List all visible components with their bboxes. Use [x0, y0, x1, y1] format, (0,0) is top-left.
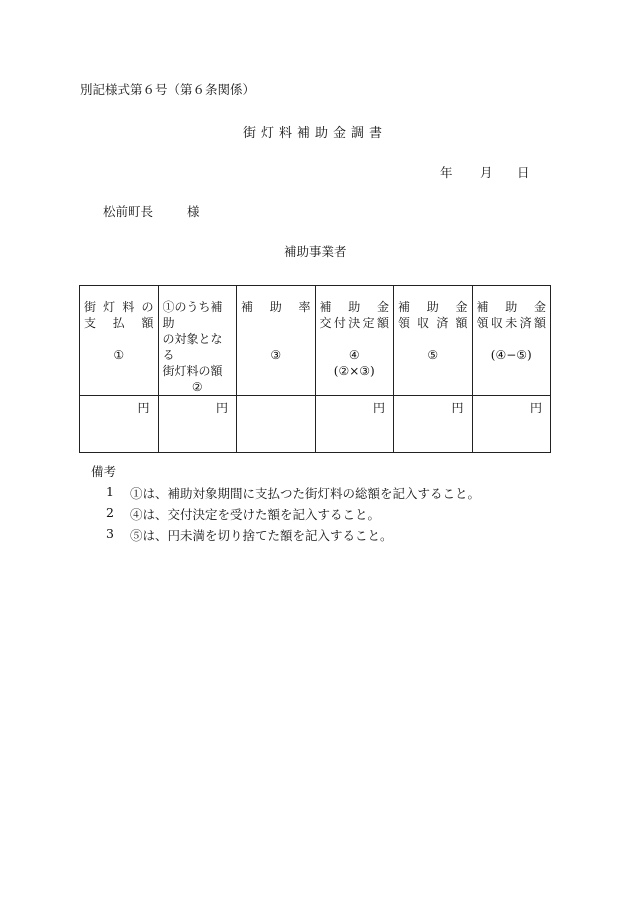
header-line: 補 助 金 [476, 300, 546, 314]
header-line: の対象となる [162, 332, 223, 362]
note-index: 2 [106, 505, 114, 520]
form-number: 別記様式第６号（第６条関係） [80, 82, 256, 97]
column-mark: ③ [270, 348, 282, 362]
header-line: 領 収 未 済 額 [476, 316, 546, 330]
header-line: 補 助 金 [319, 300, 389, 314]
column-mark-formula: (②×③) [333, 364, 375, 378]
note-item [106, 484, 480, 502]
date-month-label: 月 [480, 165, 493, 180]
header-cell-eligible-amount [158, 286, 237, 396]
header-line: ①のうち補助 [162, 300, 223, 330]
note-index: 3 [106, 526, 114, 541]
header-line: 領 収 済 額 [398, 316, 468, 330]
value-cell-subsidy-rate[interactable] [237, 396, 316, 453]
header-line: 街灯料の額 [162, 364, 223, 378]
subsidy-table [79, 285, 551, 453]
unit-label: 円 [372, 401, 385, 415]
unit-label: 円 [529, 401, 542, 415]
note-text: ④は、交付決定を受けた額を記入すること。 [130, 507, 381, 522]
value-cell-unreceived-amount[interactable] [472, 396, 551, 453]
table-row [80, 396, 551, 453]
header-cell-decided-amount [315, 286, 394, 396]
column-mark: ② [191, 380, 203, 394]
header-line: 支 払 額 [84, 316, 154, 330]
date-line [440, 163, 530, 181]
unit-label: 円 [137, 401, 150, 415]
column-mark: ④ [348, 348, 360, 362]
value-cell-eligible-amount[interactable] [158, 396, 237, 453]
header-line: 街 灯 料 の [84, 300, 154, 314]
note-item [106, 526, 393, 544]
header-line: 交 付 決 定 額 [319, 316, 389, 330]
header-cell-unreceived-amount [472, 286, 551, 396]
value-cell-decided-amount[interactable] [315, 396, 394, 453]
addressee-line [103, 202, 200, 220]
value-cell-paid-amount[interactable] [80, 396, 159, 453]
addressee-honorific: 様 [187, 204, 200, 219]
date-day-label: 日 [517, 165, 530, 180]
note-item [106, 505, 380, 523]
table-header-row [80, 286, 551, 396]
applicant-label: 補助事業者 [284, 244, 347, 259]
addressee-name: 松前町長 [103, 204, 154, 219]
document-title: 街灯料補助金調書 [242, 126, 387, 141]
notes-heading: 備考 [91, 464, 117, 479]
header-cell-paid-amount [80, 286, 159, 396]
header-line: 補 助 率 [241, 300, 311, 314]
column-mark: ① [113, 348, 125, 362]
column-mark: ⑤ [427, 348, 439, 362]
column-mark: (④−⑤) [490, 348, 532, 362]
unit-label [237, 396, 315, 399]
header-cell-received-amount [394, 286, 473, 396]
note-index: 1 [106, 484, 114, 499]
date-year-label: 年 [440, 165, 453, 180]
unit-label: 円 [451, 401, 464, 415]
header-line: 補 助 金 [398, 300, 468, 314]
value-cell-received-amount[interactable] [394, 396, 473, 453]
note-text: ⑤は、円未満を切り捨てた額を記入すること。 [130, 528, 393, 543]
header-cell-subsidy-rate [237, 286, 316, 396]
unit-label: 円 [215, 401, 228, 415]
note-text: ①は、補助対象期間に支払つた街灯料の総額を記入すること。 [130, 486, 481, 501]
